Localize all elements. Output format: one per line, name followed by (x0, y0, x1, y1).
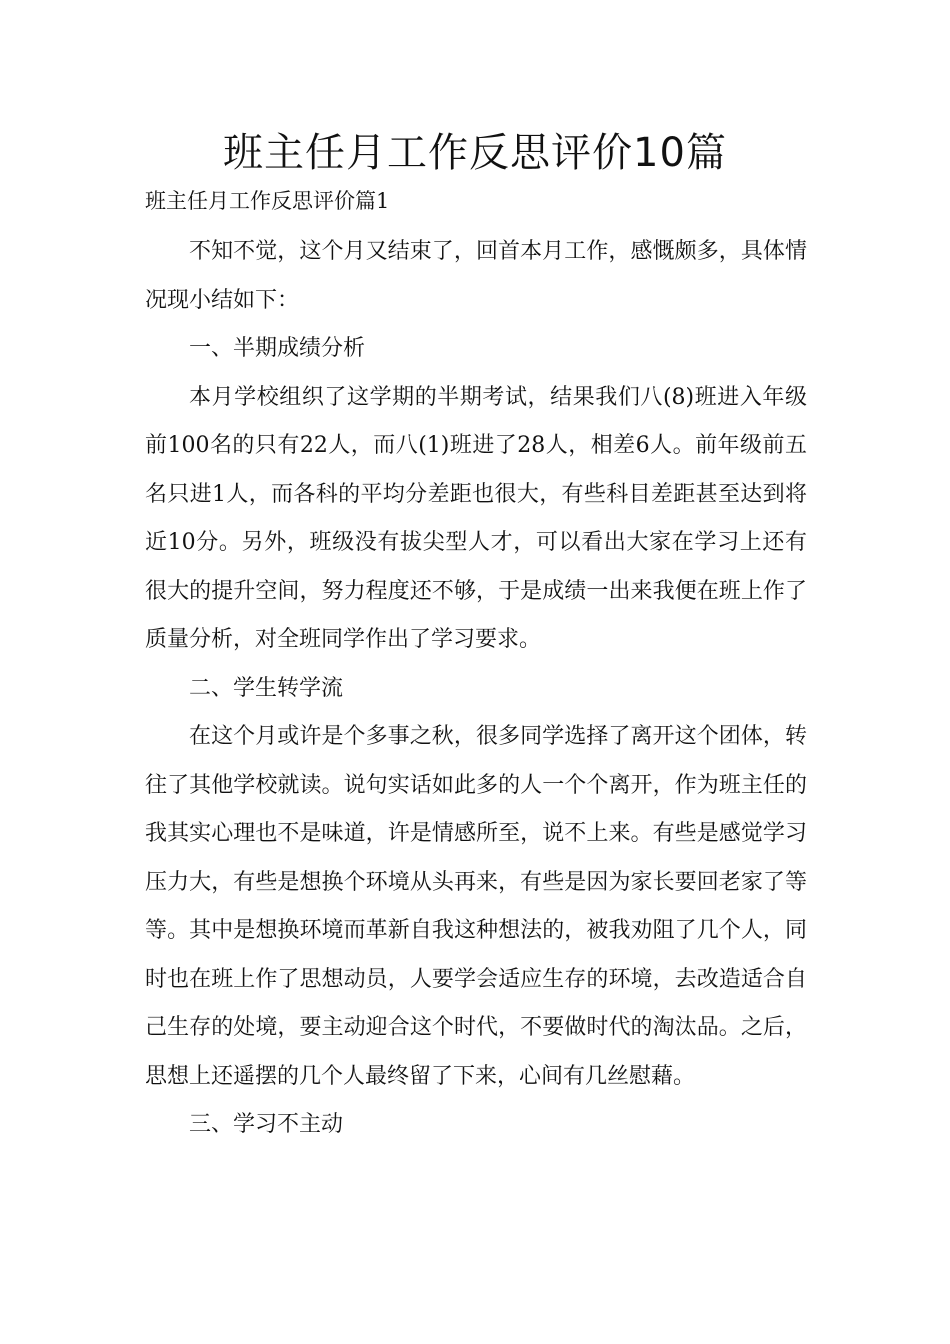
section-heading-2: 二、学生转学流 (189, 675, 344, 701)
paragraph-section-2: 在这个月或许是个多事之秋，很多同学选择了离开这个团体，转往了其他学校就读。说句实话如此多的人一个个离开，作为班主任的我其实心理也不是味道，许是情感所至，说不上来。有些是感觉学习压力大，有些是想换个环境从头再来，有些是因为家长要回老家了等等。其中是想换环境而革新自我这种想法的，被我劝阻了几个人，同时也在班上作了思想动员，人要学会适应生存的环境，去改造适合自己生存的处境，要主动迎合这个时代，不要做时代的淘汰品。之后，思想上还遥摆的几个人最终留了下来，心间有几丝慰藉。 (145, 724, 807, 1089)
document-body (145, 228, 807, 1150)
paragraph-intro: 不知不觉，这个月又结束了，回首本月工作，感慨颇多，具体情况现小结如下： (145, 239, 807, 313)
paragraph-section-1: 本月学校组织了这学期的半期考试，结果我们八(8)班进入年级前100名的只有22人，而八(1)班进了28人，相差6人。前年级前五名只进1人，而各科的平均分差距也很大，有些科目差距甚至达到将近10分。另外，班级没有拔尖型人才，可以看出大家在学习上还有很大的提升空间，努力程度还不够，于是成绩一出来我便在班上作了质量分析，对全班同学作出了学习要求。 (145, 384, 807, 652)
document-title: 班主任月工作反思评价10篇 (223, 130, 727, 176)
section-heading-3: 三、学习不主动 (189, 1112, 344, 1137)
document-subtitle: 班主任月工作反思评价篇1 (145, 189, 390, 213)
section-heading-1: 一、半期成绩分析 (189, 336, 366, 361)
